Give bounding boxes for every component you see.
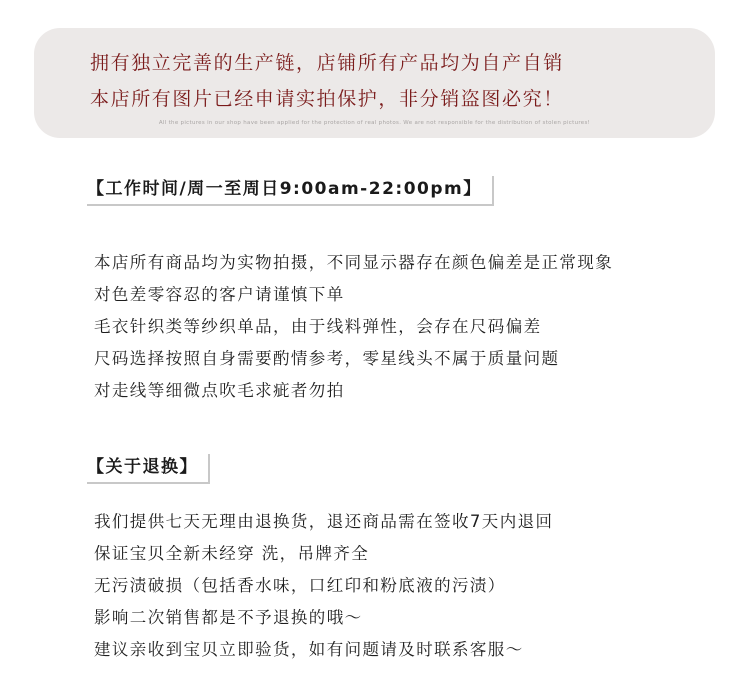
- notice-line-photo-protection: 本店所有图片已经申请实拍保护，非分销盗图必究！: [90, 88, 564, 110]
- hours-line-5: 对走线等细微点吹毛求疵者勿拍: [94, 381, 345, 400]
- hours-line-4: 尺码选择按照自身需要酌情参考，零星线头不属于质量问题: [94, 349, 560, 368]
- hours-line-2: 对色差零容忍的客户请谨慎下单: [94, 285, 345, 304]
- returns-line-3: 无污渍破损（包括香水味，口红印和粉底液的污渍）: [94, 576, 506, 595]
- returns-line-4: 影响二次销售都是不予退换的哦～: [94, 608, 363, 627]
- notice-line-production: 拥有独立完善的生产链，店铺所有产品均为自产自销: [90, 52, 564, 74]
- returns-line-1: 我们提供七天无理由退换货，退还商品需在签收7天内退回: [94, 512, 554, 531]
- working-hours-heading: 【工作时间/周一至周日9:00am-22:00pm】: [87, 176, 494, 206]
- copyright-notice-box: [34, 28, 715, 138]
- hours-line-1: 本店所有商品均为实物拍摄，不同显示器存在颜色偏差是正常现象: [94, 253, 614, 272]
- returns-heading: 【关于退换】: [87, 454, 210, 484]
- hours-line-3: 毛衣针织类等纱织单品，由于线料弹性，会存在尺码偏差: [94, 317, 542, 336]
- notice-english-subtext: All the pictures in our shop have been applied for the protection of real photos. We are not responsible for the distribution of stolen pictures!: [158, 120, 591, 126]
- returns-line-2: 保证宝贝全新未经穿 洗，吊牌齐全: [94, 544, 370, 563]
- returns-line-5: 建议亲收到宝贝立即验货，如有问题请及时联系客服～: [94, 640, 524, 659]
